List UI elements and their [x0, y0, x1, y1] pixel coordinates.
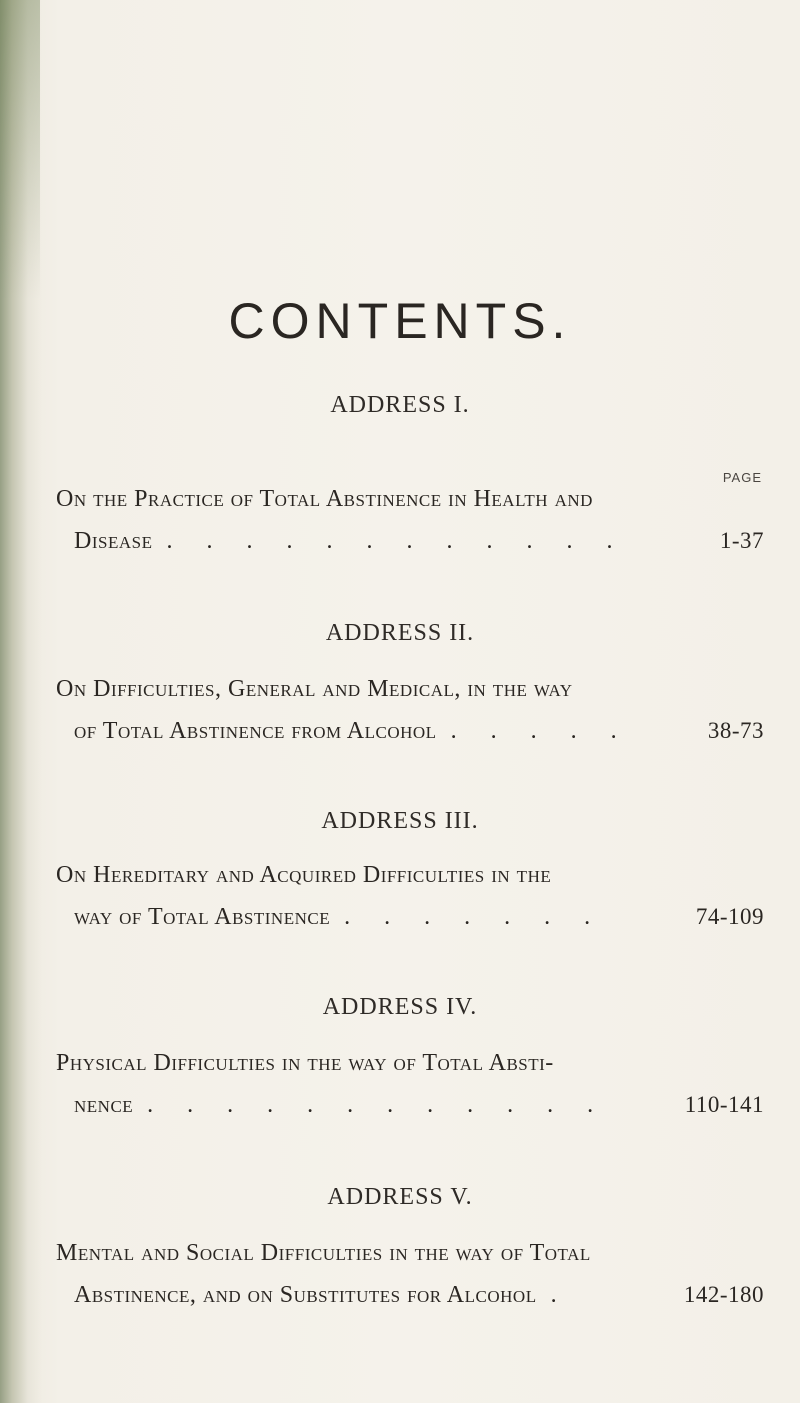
- address-4-title-line-1: Physical Difficulties in the way of Total Absti-: [56, 1050, 554, 1076]
- page-edge-stain: [0, 0, 40, 300]
- address-3-heading: ADDRESS III.: [321, 808, 479, 834]
- address-4-pages: 110-141: [684, 1092, 764, 1117]
- leader-dots: . . . . . . .: [344, 904, 605, 930]
- address-2-heading: ADDRESS II.: [325, 620, 475, 646]
- address-3-title-end: way of Total Abstinence: [74, 904, 331, 930]
- address-5-title-end: Abstinence, and on Substitutes for Alcohol: [74, 1282, 537, 1308]
- address-3-title-line-2: [74, 904, 764, 931]
- address-2-title-line-2: [74, 718, 764, 745]
- address-2-pages: 38-73: [707, 718, 764, 743]
- address-4-title-line-2: [74, 1092, 764, 1119]
- leader-dots: . . . . . . . . . . . .: [147, 1092, 608, 1118]
- address-1-title-line-2: [74, 528, 764, 555]
- leader-dots: . . . . . . . . . . . .: [166, 528, 627, 554]
- page-title: CONTENTS.: [228, 293, 572, 349]
- address-1-title-end: Disease: [74, 528, 153, 554]
- address-4-heading: ADDRESS IV.: [322, 994, 478, 1020]
- page-column-label: PAGE: [722, 470, 762, 485]
- address-2-title-end: of Total Abstinence from Alcohol: [74, 718, 437, 744]
- address-1-pages: 1-37: [719, 528, 764, 553]
- address-5-pages: 142-180: [683, 1282, 764, 1307]
- address-3-title-line-1: On Hereditary and Acquired Difficulties in the: [56, 862, 552, 888]
- address-1-title-line-1: On the Practice of Total Abstinence in Health and: [56, 486, 593, 512]
- address-5-title-line-1: Mental and Social Difficulties in the way of Total: [56, 1240, 591, 1266]
- address-3-pages: 74-109: [695, 904, 764, 929]
- leader-dots: . . . . .: [450, 718, 631, 744]
- leader-dots: .: [550, 1282, 571, 1308]
- address-5-heading: ADDRESS V.: [327, 1184, 473, 1210]
- address-1-heading: ADDRESS I.: [330, 392, 470, 418]
- address-2-title-line-1: On Difficulties, General and Medical, in the way: [56, 676, 573, 702]
- address-5-title-line-2: [74, 1282, 764, 1309]
- address-4-title-end: nence: [74, 1092, 134, 1118]
